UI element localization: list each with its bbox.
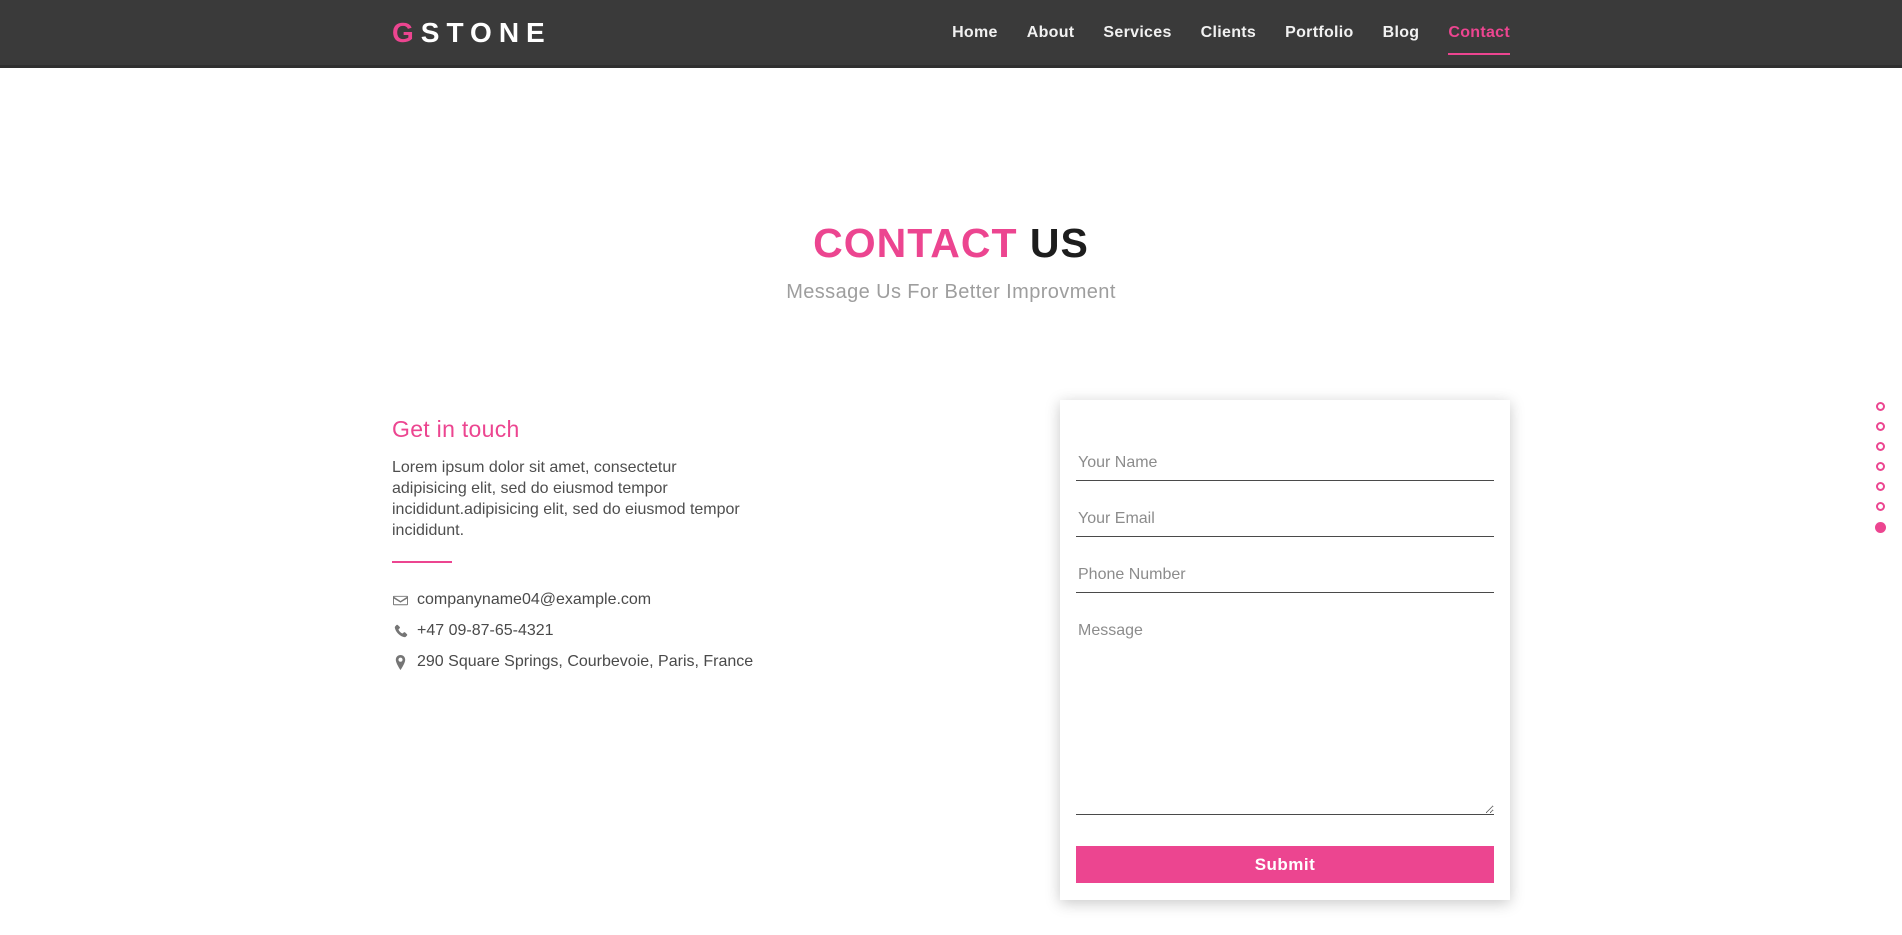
accent-divider	[392, 561, 452, 563]
name-field-group	[1076, 446, 1494, 481]
logo-accent-letter: G	[392, 16, 421, 48]
contact-details-list	[392, 591, 754, 671]
nav-item-contact[interactable]: Contact	[1448, 24, 1510, 55]
phone-text[interactable]: +47 09-87-65-4321	[417, 622, 554, 639]
phone-field-group	[1076, 558, 1494, 593]
name-input[interactable]	[1076, 446, 1494, 481]
nav-menu	[923, 24, 1510, 42]
contact-detail-address	[392, 653, 754, 671]
nav-item-services[interactable]: Services	[1103, 23, 1172, 41]
envelope-icon	[392, 592, 408, 608]
submit-button[interactable]: Submit	[1076, 846, 1494, 883]
nav-item-blog[interactable]: Blog	[1382, 23, 1420, 41]
dot-nav-item-7-active[interactable]	[1875, 522, 1886, 533]
dot-nav-item-3[interactable]	[1876, 442, 1885, 451]
get-in-touch-description: Lorem ipsum dolor sit amet, consectetur adipisicing elit, sed do eiusmod tempor incididunt.adipisicing elit, sed do eiusmod tempor incididunt.	[392, 459, 740, 539]
page-subtitle: Message Us For Better Improvment	[786, 281, 1116, 303]
page-title	[0, 220, 1902, 267]
dot-nav-item-5[interactable]	[1876, 482, 1885, 491]
nav-item-clients[interactable]: Clients	[1200, 23, 1257, 41]
email-input[interactable]	[1076, 502, 1494, 537]
nav-container	[392, 17, 1510, 49]
get-in-touch-column	[392, 400, 754, 684]
dot-nav-item-6[interactable]	[1876, 502, 1885, 511]
email-field-group	[1076, 502, 1494, 537]
contact-form-card	[1060, 400, 1510, 900]
page-title-accent: CONTACT	[813, 220, 1018, 266]
message-textarea[interactable]	[1076, 614, 1494, 815]
dot-nav-item-4[interactable]	[1876, 462, 1885, 471]
dot-nav-item-2[interactable]	[1876, 422, 1885, 431]
section-dot-nav	[1875, 397, 1886, 539]
message-field-group	[1076, 614, 1494, 820]
page-title-rest: US	[1029, 220, 1089, 266]
email-text[interactable]: companyname04@example.com	[417, 591, 652, 608]
map-marker-icon	[392, 654, 408, 670]
phone-input[interactable]	[1076, 558, 1494, 593]
contact-detail-email	[392, 591, 744, 609]
address-text: 290 Square Springs, Courbevoie, Paris, France	[417, 653, 754, 670]
nav-item-about[interactable]: About	[1026, 23, 1075, 41]
top-navbar	[0, 0, 1902, 68]
contact-detail-phone	[392, 622, 744, 640]
nav-item-home[interactable]: Home	[952, 23, 998, 41]
nav-item-portfolio[interactable]: Portfolio	[1285, 23, 1354, 41]
get-in-touch-heading: Get in touch	[392, 416, 520, 442]
phone-icon	[392, 623, 408, 639]
content-row	[392, 400, 1510, 900]
contact-section	[0, 68, 1902, 900]
logo-rest: STONE	[420, 16, 552, 48]
dot-nav-item-1[interactable]	[1876, 402, 1885, 411]
logo[interactable]	[392, 17, 552, 49]
